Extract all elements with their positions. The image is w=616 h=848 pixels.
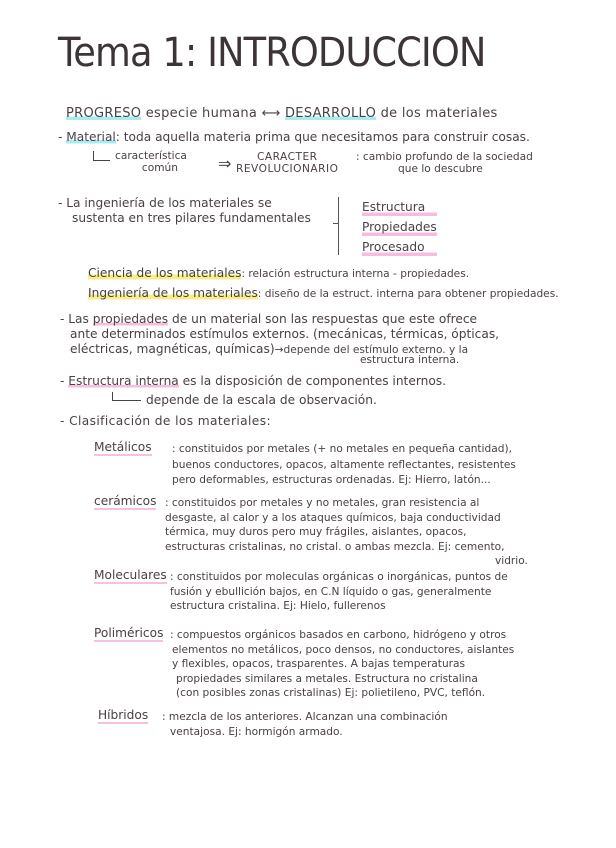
science-definition: Ciencia de los materiales: relación estructura interna - propiedades. [88, 266, 470, 280]
pillar-item: Estructura [362, 197, 437, 217]
consequence-note: : cambio profundo de la sociedad que lo descubre [356, 151, 533, 175]
progreso-term: PROGRESO [66, 106, 142, 121]
type-description-metalicos: : constituidos por metales (+ no metales en pequeña cantidad), buenos conductores, opacos, altamente reflectantes, resistentes pero deformables, estructuras ordenadas. Ej: Hierro, latón... [172, 443, 516, 486]
double-arrow-icon: ⟷ [261, 106, 281, 121]
type-label-metalicos: Metálicos [94, 440, 152, 454]
type-description-polimericos: : compuestos orgánicos basados en carbono, hidrógeno y otros elementos no metálicos, poco densos, no conductores, aislantes y flexibles, opacos, trasparentes. A bajas temperaturas propiedades similares a metales. Estructura no cristalina (con posibles zonas cristalinas) Ej: polietileno, PVC, teflón. [170, 629, 515, 699]
structure-term: Estructura interna [68, 374, 179, 388]
brace-icon [338, 197, 349, 255]
type-label-polimericos: Poliméricos [94, 626, 164, 640]
return-arrow-icon [112, 392, 141, 401]
type-description-hibridos: : mezcla de los anteriores. Alcanzan una combinación ventajosa. Ej: hormigón armado. [162, 711, 448, 738]
type-description-ceramicos: : constituidos por metales y no metales, gran resistencia al desgaste, al calor y a los ataques químicos, baja conductividad térmica, muy duros pero muy frágiles, aislantes, opacos, estructuras cristalinas, no cristal. o ambas mezcla. Ej: cemento, vidrio. [165, 497, 528, 567]
type-label-ceramicos: cerámicos [94, 494, 157, 508]
page-title: Tema 1: INTRODUCCION [58, 30, 486, 76]
engineering-definition: Ingeniería de los materiales: diseño de la estruct. interna para obtener propiedades. [88, 286, 559, 300]
definition-term: Ingeniería de los materiales [88, 286, 258, 300]
classification-heading: - Clasificación de los materiales: [60, 414, 271, 428]
properties-paragraph: - Las propiedades de un material son las respuestas que este ofrece ante determinados estímulos externos. (mecánicas, térmicas, ópticas, eléctricas, magnéticas, químicas)→depende del estímulo externo. y la estructura interna. [60, 312, 500, 366]
material-definition: - Material: toda aquella materia prima que necesitamos para construir cosas. [58, 130, 530, 144]
type-label-hibridos: Híbridos [98, 708, 149, 722]
implies-arrow-icon: ⇒ [218, 154, 232, 173]
definition-term: Ciencia de los materiales [88, 266, 242, 280]
characteristic-note: característica común [115, 150, 187, 174]
structure-definition: - Estructura interna es la disposición de componentes internos. [60, 374, 447, 388]
pillars-text: - La ingeniería de los materiales se sustenta en tres pilares fundamentales [58, 196, 311, 225]
properties-term: propiedades [92, 312, 169, 326]
return-arrow-icon [93, 151, 110, 161]
type-label-moleculares: Moleculares [94, 568, 167, 582]
desarrollo-term: DESARROLLO [285, 106, 377, 121]
pillars-list [362, 197, 437, 257]
progress-line: PROGRESO especie humana ⟷ DESARROLLO de los materiales [66, 106, 498, 121]
pillar-item: Propiedades [362, 217, 437, 237]
structure-note: depende de la escala de observación. [146, 393, 377, 407]
material-term: Material [66, 130, 116, 144]
pillar-item: Procesado [362, 237, 437, 257]
revolutionary-note: CARACTER REVOLUCIONARIO [236, 151, 339, 175]
type-description-moleculares: : constituidos por moleculas orgánicas o inorgánicas, puntos de fusión y ebullición bajos, en C.N líquido o gas, generalmente estructura cristalina. Ej: Hielo, fullerenos [170, 571, 508, 612]
